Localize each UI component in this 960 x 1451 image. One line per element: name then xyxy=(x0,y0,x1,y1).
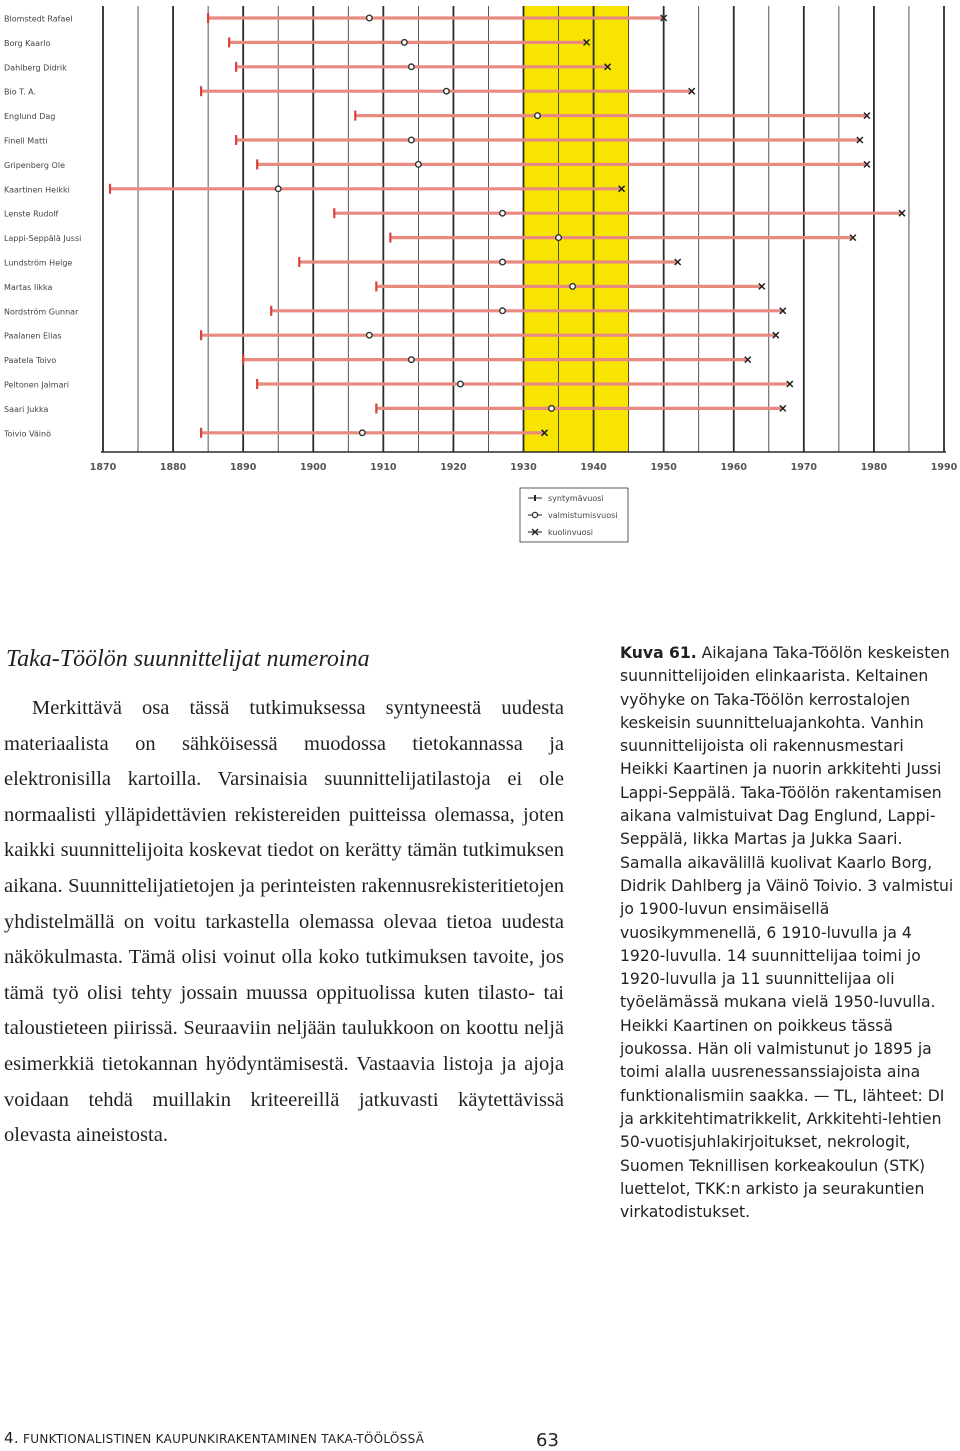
designer-name-label: Paalanen Elias xyxy=(4,331,62,341)
chapter-title: FUNKTIONALISTINEN KAUPUNKIRAKENTAMINEN TAKA-TÖÖLÖSSÄ xyxy=(23,1432,425,1446)
x-tick-label: 1910 xyxy=(370,462,397,473)
designer-name-label: Englund Dag xyxy=(4,112,56,122)
designer-name-label: Lappi-Seppälä Jussi xyxy=(4,234,82,244)
designer-name-label: Blomstedt Rafael xyxy=(4,14,73,24)
graduation-year-marker xyxy=(500,210,506,216)
x-tick-label: 1970 xyxy=(790,462,818,473)
graduation-year-marker xyxy=(549,406,555,412)
designer-name-label: Gripenberg Ole xyxy=(4,160,65,170)
timeline-row xyxy=(4,403,786,414)
timeline-row xyxy=(4,281,765,292)
x-tick-label: 1960 xyxy=(720,462,747,473)
timeline-row xyxy=(4,208,905,219)
body-text: Merkittävä osa tässä tutkimuksessa syntyneestä uudesta materiaalista on sähköisessä muodossa tietokannassa ja elektronisilla kartoilla. Varsinaisia suunnittelijatilastoja ei ole normaalisti ylläpidettävien rekistereiden puitteissa olemassa, joten kaikki suunnittelijoita koskevat tiedot on kerätty tämän tutkimuksen aikana. Suunnittelijatietojen ja perinteisten rakennusrekisteritietojen yhdistelmällä on voitu tarkastella olemassa olevaa tietoa uudesta näkökulmasta. Tämä olisi voinut olla koko tutkimuksen tavoite, jos tämä työ olisi tehty jossain muussa oppituolissa kuten tilasto- tai taloustieteen piirissä. Seuraaviin neljään taulukkoon on koottu neljä esimerkkiä tietokannan hyödyntämisestä. Vastaavia listoja ja ajoja voidaan tehdä muillakin kriteereillä jatkuvasti käytettävissä olevasta aineistosta. xyxy=(4,697,564,1147)
graduation-year-marker xyxy=(500,259,506,265)
graduation-year-marker xyxy=(409,357,415,363)
x-tick-label: 1870 xyxy=(89,462,117,473)
x-tick-label: 1930 xyxy=(510,462,537,473)
timeline-row xyxy=(4,379,793,390)
timeline-row xyxy=(4,330,779,341)
x-tick-label: 1950 xyxy=(650,462,677,473)
x-tick-label: 1980 xyxy=(860,462,888,473)
x-tick-label: 1880 xyxy=(159,462,187,473)
graduation-year-marker xyxy=(409,64,415,70)
x-tick-label: 1890 xyxy=(229,462,257,473)
legend-graduation-marker xyxy=(532,512,537,517)
designer-name-label: Bio T. A. xyxy=(4,87,37,97)
x-tick-label: 1920 xyxy=(440,462,467,473)
designer-timeline-chart xyxy=(0,0,960,560)
x-tick-label: 1990 xyxy=(930,462,958,473)
timeline-row xyxy=(4,111,870,122)
caption-label: Kuva 61. xyxy=(620,644,697,662)
designer-name-label: Dahlberg Didrik xyxy=(4,63,67,73)
legend-label: valmistumisvuosi xyxy=(548,511,618,520)
designer-name-label: Paatela Toivo xyxy=(4,356,57,366)
graduation-year-marker xyxy=(416,162,422,168)
graduation-year-marker xyxy=(570,284,576,290)
timeline-row xyxy=(4,306,786,317)
designer-name-label: Martas Iikka xyxy=(4,282,53,292)
legend-label: kuolinvuosi xyxy=(548,528,593,537)
timeline-row xyxy=(4,159,870,170)
graduation-year-marker xyxy=(444,88,450,94)
designer-name-label: Saari Jukka xyxy=(4,404,49,414)
graduation-year-marker xyxy=(367,332,373,338)
designer-name-label: Borg Kaarlo xyxy=(4,38,51,48)
timeline-row xyxy=(4,62,611,73)
timeline-row xyxy=(4,355,751,366)
timeline-row xyxy=(4,37,590,48)
designer-name-label: Lenste Rudolf xyxy=(4,209,59,219)
graduation-year-marker xyxy=(409,137,415,143)
graduation-year-marker xyxy=(402,40,408,46)
timeline-row xyxy=(3,428,548,439)
timeline-row xyxy=(4,233,856,244)
figure-caption xyxy=(620,642,954,1224)
designer-name-label: Peltonen Jalmari xyxy=(4,380,70,390)
caption-text: Aikajana Taka-Töölön keskeisten suunnittelijoiden elinkaarista. Keltainen vyöhyke on Taka-Töölön kerrostalojen keskeisin suunnitteluajankohta. Vanhin suunnittelijoista oli rakennusmestari Heikki Kaartinen ja nuorin arkkitehti Jussi Lappi-Seppälä. Taka-Töölön rakentamisen aikana valmistuivat Dag Englund, Lappi-Seppälä, Iikka Martas ja Jukka Saari. Samalla aikavälillä kuolivat Kaarlo Borg, Didrik Dahlberg ja Väinö Toivio. 3 valmistui jo 1900-luvun ensimäisellä vuosikymmenellä, 6 1910-luvulla ja 4 1920-luvulla. 14 suunnittelijaa toimi jo 1920-luvulla ja 11 suunnittelijaa oli työelämässä mukana vielä 1950-luvulla. Heikki Kaartinen on poikkeus tässä joukossa. Hän oli valmistunut jo 1895 ja toimi alalla uusrenessanssiajoista aina funktionalismiin saakka. — TL, lähteet: DI ja arkkitehtimatrikkelit, Arkkitehti-lehtien 50-vuotisjuhlakirjoitukset, nekrologit, Suomen Teknillisen korkeakoulun (STK) luettelot, TKK:n arkisto ja seurakuntien virkatodistukset. xyxy=(620,644,954,1222)
graduation-year-marker xyxy=(535,113,541,119)
designer-name-label: Lundström Helge xyxy=(4,258,73,268)
chapter-number: 4. xyxy=(4,1429,19,1447)
x-tick-label: 1940 xyxy=(580,462,607,473)
graduation-year-marker xyxy=(275,186,281,192)
graduation-year-marker xyxy=(367,15,373,21)
designer-name-label: Nordström Gunnar xyxy=(4,307,79,317)
page-number: 63 xyxy=(536,1430,559,1451)
legend-label: syntymävuosi xyxy=(548,494,604,503)
designer-name-label: Kaartinen Heikki xyxy=(4,185,70,195)
x-tick-label: 1900 xyxy=(300,462,327,473)
chart-legend xyxy=(520,488,628,542)
footer-chapter-title xyxy=(4,1430,424,1447)
designer-name-label: Finell Matti xyxy=(4,136,48,146)
graduation-year-marker xyxy=(556,235,562,241)
graduation-year-marker xyxy=(500,308,506,314)
section-heading: Taka-Töölön suunnittelijat numeroina xyxy=(6,646,370,672)
designer-name-label: Toivio Väinö xyxy=(4,429,51,439)
graduation-year-marker xyxy=(458,381,464,387)
graduation-year-marker xyxy=(360,430,366,436)
